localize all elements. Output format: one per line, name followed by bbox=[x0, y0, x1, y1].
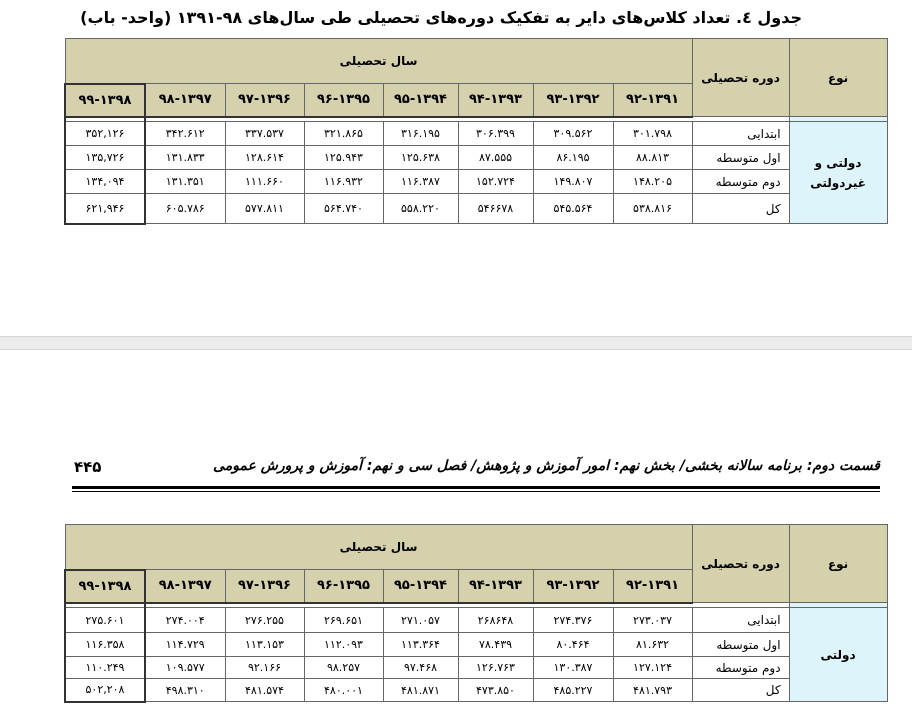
level-label: اول متوسطه bbox=[692, 146, 789, 170]
year-header: ۹۳-۱۳۹۲ bbox=[533, 570, 613, 603]
year-header: ۹۴-۱۳۹۳ bbox=[458, 570, 533, 603]
level-label: کل bbox=[692, 194, 789, 224]
value-cell: ۹۸.۲۵۷ bbox=[304, 657, 383, 679]
table-row bbox=[65, 194, 887, 224]
value-cell: ۳۲۱.۸۶۵ bbox=[304, 122, 383, 146]
value-cell: ۱۲۷.۱۲۴ bbox=[613, 657, 692, 679]
value-cell: ۳۵۲,۱۲۶ bbox=[65, 122, 145, 146]
header-type: نوع bbox=[789, 525, 887, 603]
value-cell: ۲۶۸۶۴۸ bbox=[458, 608, 533, 633]
value-cell: ۲۷۳.۰۳۷ bbox=[613, 608, 692, 633]
level-label: ابتدایی bbox=[692, 122, 789, 146]
value-cell: ۷۸.۴۳۹ bbox=[458, 633, 533, 657]
value-cell: ۱۱۶.۹۳۲ bbox=[304, 170, 383, 194]
year-header: ۹۲-۱۳۹۱ bbox=[613, 570, 692, 603]
value-cell: ۴۸۱.۸۷۱ bbox=[383, 679, 458, 702]
level-label: دوم متوسطه bbox=[692, 170, 789, 194]
value-cell: ۶۰۵.۷۸۶ bbox=[145, 194, 225, 224]
header-academic-year: سال تحصیلی bbox=[65, 39, 692, 84]
value-cell: ۵۵۸.۲۲۰ bbox=[383, 194, 458, 224]
header-level: دوره تحصیلی bbox=[692, 39, 789, 117]
type-label: دولتی و غیردولتی bbox=[789, 122, 887, 224]
value-cell: ۱۱۶.۳۸۷ bbox=[383, 170, 458, 194]
value-cell: ۱۵۲.۷۲۴ bbox=[458, 170, 533, 194]
header-rule bbox=[72, 486, 880, 489]
header-type: نوع bbox=[789, 39, 887, 117]
header-rule-thin bbox=[72, 491, 880, 492]
value-cell: ۳۳۷.۵۳۷ bbox=[225, 122, 304, 146]
value-cell: ۸۷.۵۵۵ bbox=[458, 146, 533, 170]
year-header: ۹۳-۱۳۹۲ bbox=[533, 84, 613, 117]
value-cell: ۵۴۶۶۷۸ bbox=[458, 194, 533, 224]
year-header: ۹۴-۱۳۹۳ bbox=[458, 84, 533, 117]
value-cell: ۱۱۰.۲۴۹ bbox=[65, 657, 145, 679]
value-cell: ۹۷.۴۶۸ bbox=[383, 657, 458, 679]
table-row bbox=[65, 679, 887, 702]
value-cell: ۱۱۴.۷۲۹ bbox=[145, 633, 225, 657]
table-row bbox=[65, 170, 887, 194]
value-cell: ۳۰۶.۳۹۹ bbox=[458, 122, 533, 146]
value-cell: ۸۶.۱۹۵ bbox=[533, 146, 613, 170]
header-academic-year: سال تحصیلی bbox=[65, 525, 692, 570]
value-cell: ۱۴۹.۸۰۷ bbox=[533, 170, 613, 194]
year-header: ۹۸-۱۳۹۷ bbox=[145, 84, 225, 117]
value-cell: ۴۸۱.۵۷۴ bbox=[225, 679, 304, 702]
value-cell: ۶۲۱,۹۴۶ bbox=[65, 194, 145, 224]
value-cell: ۱۳۱.۸۳۳ bbox=[145, 146, 225, 170]
value-cell: ۱۳۵,۷۲۶ bbox=[65, 146, 145, 170]
table-row bbox=[65, 633, 887, 657]
running-header: قسمت دوم: برنامه سالانه بخشی/ بخش نهم: امور آموزش و پژوهش/ فصل سی و نهم: آموزش و پرورش عمومی bbox=[213, 458, 880, 474]
year-header: ۹۲-۱۳۹۱ bbox=[613, 84, 692, 117]
value-cell: ۱۲۵.۹۴۳ bbox=[304, 146, 383, 170]
level-label: ابتدایی bbox=[692, 608, 789, 633]
value-cell: ۱۲۵.۶۳۸ bbox=[383, 146, 458, 170]
year-header: ۹۶-۱۳۹۵ bbox=[304, 570, 383, 603]
value-cell: ۲۶۹.۶۵۱ bbox=[304, 608, 383, 633]
value-cell: ۱۴۸.۲۰۵ bbox=[613, 170, 692, 194]
type-label: دولتی bbox=[789, 608, 887, 702]
table-row bbox=[65, 146, 887, 170]
value-cell: ۱۳۱.۳۵۱ bbox=[145, 170, 225, 194]
value-cell: ۳۰۱.۷۹۸ bbox=[613, 122, 692, 146]
value-cell: ۲۷۴.۰۰۴ bbox=[145, 608, 225, 633]
value-cell: ۱۲۸.۶۱۴ bbox=[225, 146, 304, 170]
year-header: ۹۷-۱۳۹۶ bbox=[225, 84, 304, 117]
value-cell: ۴۷۳.۸۵۰ bbox=[458, 679, 533, 702]
value-cell: ۵۷۷.۸۱۱ bbox=[225, 194, 304, 224]
year-header: ۹۵-۱۳۹۴ bbox=[383, 84, 458, 117]
classes-table-public-private bbox=[64, 38, 888, 225]
value-cell: ۴۸۰.۰۰۱ bbox=[304, 679, 383, 702]
value-cell: ۲۷۱.۰۵۷ bbox=[383, 608, 458, 633]
classes-table-public bbox=[64, 524, 888, 703]
value-cell: ۹۲.۱۶۶ bbox=[225, 657, 304, 679]
page-break bbox=[0, 336, 912, 350]
year-header: ۹۷-۱۳۹۶ bbox=[225, 570, 304, 603]
table-title: جدول ٤. تعداد کلاس‌های دایر به تفکیک دوره‌های تحصیلی طی سال‌های ۹۸-۱۳۹۱ (واحد- باب) bbox=[80, 8, 802, 27]
value-cell: ۴۹۸.۳۱۰ bbox=[145, 679, 225, 702]
year-header: ۹۵-۱۳۹۴ bbox=[383, 570, 458, 603]
value-cell: ۱۱۳.۱۵۳ bbox=[225, 633, 304, 657]
value-cell: ۳۰۹.۵۶۲ bbox=[533, 122, 613, 146]
value-cell: ۲۷۵.۶۰۱ bbox=[65, 608, 145, 633]
level-label: دوم متوسطه bbox=[692, 657, 789, 679]
value-cell: ۲۷۶.۲۵۵ bbox=[225, 608, 304, 633]
value-cell: ۸۱.۶۳۲ bbox=[613, 633, 692, 657]
value-cell: ۸۸.۸۱۳ bbox=[613, 146, 692, 170]
table-row bbox=[65, 122, 887, 146]
year-header: ۹۸-۱۳۹۷ bbox=[145, 570, 225, 603]
page-number: ۴۴۵ bbox=[74, 458, 102, 476]
value-cell: ۱۱۱.۶۶۰ bbox=[225, 170, 304, 194]
year-header: ۹۶-۱۳۹۵ bbox=[304, 84, 383, 117]
value-cell: ۱۱۲.۰۹۳ bbox=[304, 633, 383, 657]
value-cell: ۸۰.۴۶۴ bbox=[533, 633, 613, 657]
page-header bbox=[72, 458, 880, 484]
header-level: دوره تحصیلی bbox=[692, 525, 789, 603]
value-cell: ۱۳۰.۳۸۷ bbox=[533, 657, 613, 679]
year-header: ۹۹-۱۳۹۸ bbox=[65, 84, 145, 117]
year-header: ۹۹-۱۳۹۸ bbox=[65, 570, 145, 603]
value-cell: ۵۳۸.۸۱۶ bbox=[613, 194, 692, 224]
value-cell: ۱۱۶.۳۵۸ bbox=[65, 633, 145, 657]
value-cell: ۱۰۹.۵۷۷ bbox=[145, 657, 225, 679]
level-label: کل bbox=[692, 679, 789, 702]
value-cell: ۵۰۲,۲۰۸ bbox=[65, 679, 145, 702]
value-cell: ۲۷۴.۳۷۶ bbox=[533, 608, 613, 633]
value-cell: ۵۴۵.۵۶۴ bbox=[533, 194, 613, 224]
value-cell: ۵۶۴.۷۴۰ bbox=[304, 194, 383, 224]
value-cell: ۴۸۱.۷۹۳ bbox=[613, 679, 692, 702]
table-row bbox=[65, 608, 887, 633]
value-cell: ۴۸۵.۲۲۷ bbox=[533, 679, 613, 702]
level-label: اول متوسطه bbox=[692, 633, 789, 657]
table-row bbox=[65, 657, 887, 679]
value-cell: ۳۱۶.۱۹۵ bbox=[383, 122, 458, 146]
value-cell: ۱۱۳.۳۶۴ bbox=[383, 633, 458, 657]
value-cell: ۱۳۴,۰۹۴ bbox=[65, 170, 145, 194]
value-cell: ۱۲۶.۷۶۳ bbox=[458, 657, 533, 679]
value-cell: ۳۴۲.۶۱۲ bbox=[145, 122, 225, 146]
